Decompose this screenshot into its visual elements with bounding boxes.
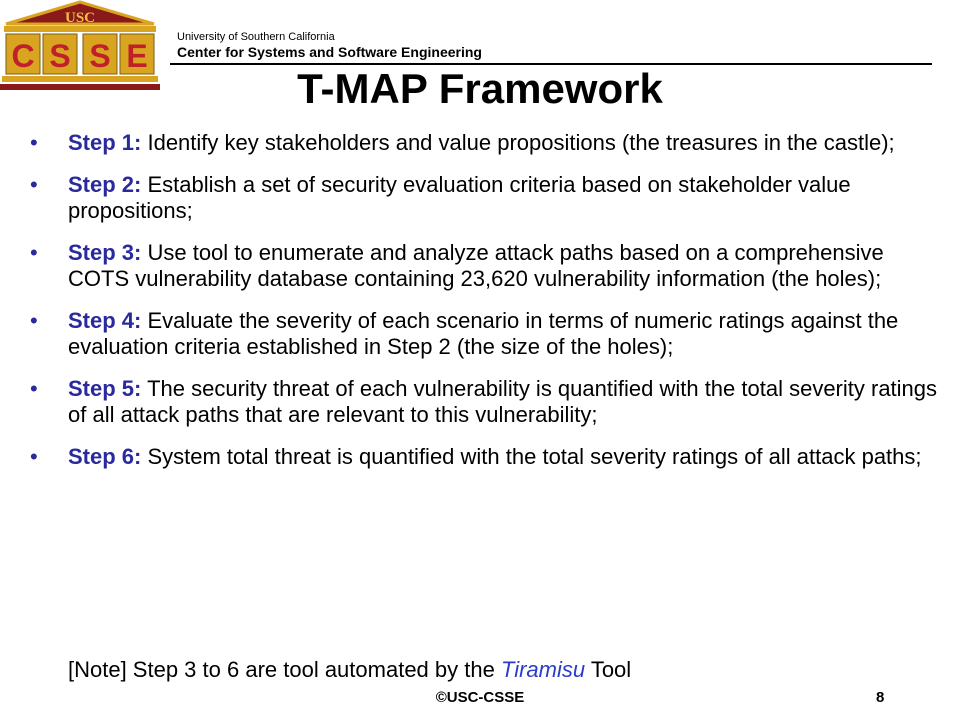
step-item bbox=[30, 130, 942, 156]
step-label: Step 5: bbox=[68, 376, 142, 401]
step-text: System total threat is quantified with the total severity ratings of all attack paths; bbox=[141, 444, 922, 469]
step-text: Identify key stakeholders and value propositions (the treasures in the castle); bbox=[141, 130, 895, 155]
bullet-icon: • bbox=[30, 172, 38, 197]
svg-text:S: S bbox=[49, 38, 71, 74]
step-text: Use tool to enumerate and analyze attack paths based on a comprehensive COTS vulnerability database containing 23,620 vulnerability information (the holes); bbox=[68, 240, 884, 291]
tool-note bbox=[68, 657, 631, 683]
university-name: University of Southern California bbox=[177, 31, 335, 43]
step-label: Step 4: bbox=[68, 308, 142, 333]
step-item bbox=[30, 376, 942, 428]
svg-text:S: S bbox=[89, 38, 111, 74]
svg-text:USC: USC bbox=[64, 10, 96, 26]
step-text: The security threat of each vulnerability is quantified with the total severity ratings of all attack paths that are relevant to this vulnerability; bbox=[68, 376, 938, 427]
bullet-icon: • bbox=[30, 376, 38, 401]
tool-name: Tiramisu bbox=[500, 657, 586, 682]
step-item bbox=[30, 308, 942, 360]
bullet-icon: • bbox=[30, 308, 38, 333]
slide-title: T-MAP Framework bbox=[297, 65, 663, 112]
center-name: Center for Systems and Software Engineering bbox=[177, 44, 482, 60]
bullet-icon: • bbox=[30, 444, 38, 469]
bullet-icon: • bbox=[30, 240, 38, 265]
step-item bbox=[30, 240, 942, 292]
step-text: Evaluate the severity of each scenario in terms of numeric ratings against the evaluation criteria established in Step 2 (the size of the holes); bbox=[68, 308, 899, 359]
step-label: Step 6: bbox=[68, 444, 142, 469]
step-text: Establish a set of security evaluation criteria based on stakeholder value propositions; bbox=[68, 172, 851, 223]
step-list bbox=[30, 130, 942, 486]
svg-text:C: C bbox=[11, 38, 35, 74]
note-prefix: [Note] Step 3 to 6 are tool automated by the bbox=[68, 657, 501, 682]
step-label: Step 2: bbox=[68, 172, 142, 197]
note-suffix: Tool bbox=[585, 657, 632, 682]
page-number: 8 bbox=[876, 689, 885, 706]
svg-text:E: E bbox=[126, 38, 148, 74]
step-item bbox=[30, 172, 942, 224]
step-item bbox=[30, 444, 942, 470]
bullet-icon: • bbox=[30, 130, 38, 155]
step-label: Step 3: bbox=[68, 240, 142, 265]
footer-copyright: ©USC-CSSE bbox=[435, 689, 525, 706]
step-label: Step 1: bbox=[68, 130, 142, 155]
